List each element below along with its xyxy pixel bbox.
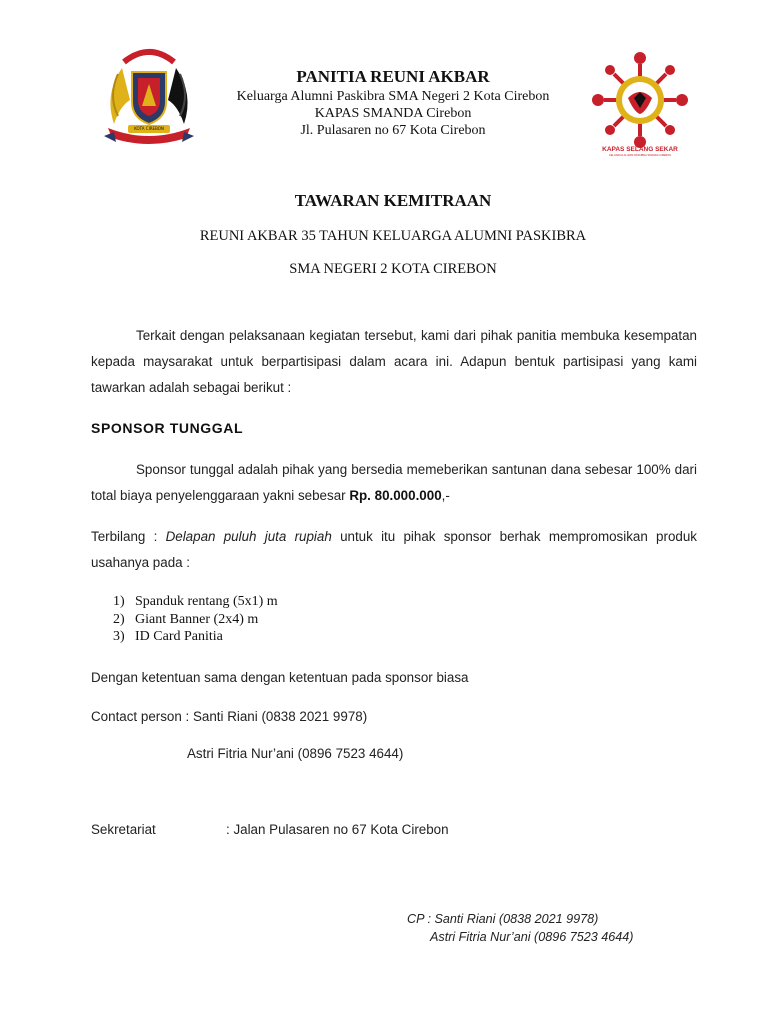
footer-cp-1: CP : Santi Riani (0838 2021 9978): [407, 912, 599, 926]
document-subtitle-2: SMA NEGERI 2 KOTA CIREBON: [289, 261, 497, 277]
list-item: 2) Giant Banner (2x4) m: [113, 611, 259, 627]
terbilang-prefix: Terbilang :: [91, 529, 166, 544]
document-title: TAWARAN KEMITRAAN: [294, 191, 492, 210]
sekretariat-value: : Jalan Pulasaren no 67 Kota Cirebon: [226, 822, 449, 837]
list-item: 1) Spanduk rentang (5x1) m: [113, 594, 278, 609]
letterhead: [190, 66, 596, 139]
section-heading: SPONSOR TUNGGAL: [91, 420, 244, 436]
right-logo-subtext: KELUARGA ALUMNI PASKIBRA SMANDA CIREBON: [609, 154, 671, 157]
ketentuan-line: Dengan ketentuan sama dengan ketentuan pada sponsor biasa: [91, 670, 469, 685]
sekretariat-label: Sekretariat: [91, 822, 156, 837]
contact-person-line: Contact person : Santi Riani (0838 2021 9978): [91, 709, 368, 724]
terbilang-paragraph: [91, 524, 697, 576]
left-logo-text: KOTA CIREBON: [134, 126, 164, 131]
left-logo: [100, 44, 198, 148]
org-line-2: KAPAS SMANDA Cirebon: [314, 106, 472, 121]
right-logo-text: KAPAS SELANG SEKAR: [602, 146, 678, 153]
org-title: PANITIA REUNI AKBAR: [296, 67, 490, 86]
amount-suffix: ,-: [441, 488, 450, 503]
contact-second-line: Astri Fitria Nur’ani (0896 7523 4644): [187, 746, 404, 761]
org-line-1: Keluarga Alumni Paskibra SMA Negeri 2 Kota Cirebon: [236, 89, 550, 104]
footer-cp-2: Astri Fitria Nur’ani (0896 7523 4644): [430, 930, 634, 944]
terbilang-italic: Delapan puluh juta rupiah: [165, 529, 332, 544]
benefit-list: [91, 593, 278, 646]
sponsor-text: Sponsor tunggal adalah pihak yang bersedia memeberikan santunan dana sebesar 100% dari total biaya penyelenggaraan yakni sebesar: [91, 462, 697, 503]
sponsor-paragraph: [91, 457, 697, 509]
intro-paragraph: Terkait dengan pelaksanaan kegiatan tersebut, kami dari pihak panitia membuka kesempatan kepada maysarakat untuk berpartisipasi dalam acara ini. Adapun bentuk partisipasi yang kami tawarkan adalah sebagai berikut :: [91, 328, 697, 395]
right-logo: [590, 50, 690, 160]
terbilang-suffix: untuk itu pihak sponsor berhak mempromosikan produk usahanya pada :: [91, 529, 698, 570]
org-line-3: Jl. Pulasaren no 67 Kota Cirebon: [300, 123, 486, 138]
list-item: 3) ID Card Panitia: [113, 629, 223, 644]
document-subtitle-1: REUNI AKBAR 35 TAHUN KELUARGA ALUMNI PASKIBRA: [199, 228, 587, 244]
sponsor-amount: Rp. 80.000.000: [349, 488, 442, 503]
